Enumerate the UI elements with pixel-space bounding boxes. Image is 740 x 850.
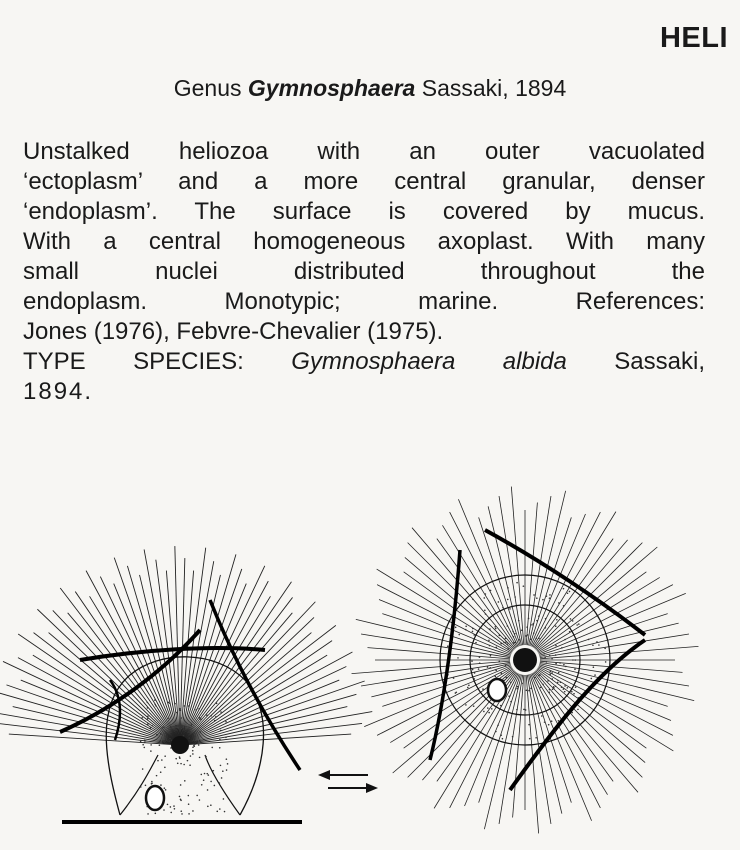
description-line: Unstalked heliozoa with an outer vacuolated: [23, 138, 705, 165]
type-species-authority: Sassaki,: [614, 348, 705, 375]
reversible-arrows-icon: [318, 770, 378, 793]
description-line: ‘ectoplasm’ and a more central granular, denser: [23, 168, 705, 195]
gymnosphaera-figure: [0, 470, 740, 850]
genus-description: [23, 137, 705, 407]
type-species-name: Gymnosphaera albida: [291, 348, 567, 375]
description-line: With a central homogeneous axoplast. With many: [23, 228, 705, 255]
genus-name: Gymnosphaera: [247, 75, 416, 101]
genus-authority: Sassaki, 1894: [421, 75, 567, 101]
genus-heading: [0, 75, 740, 102]
description-line: endoplasm. Monotypic; marine. References:: [23, 288, 705, 315]
type-species-label: TYPE SPECIES:: [23, 348, 244, 375]
type-species-line: [23, 347, 705, 377]
running-header: HELI: [659, 22, 728, 54]
description-line: small nuclei distributed throughout the: [23, 258, 705, 285]
description-line: Jones (1976), Febvre-Chevalier (1975).: [23, 318, 444, 345]
description-line: ‘endoplasm’. The surface is covered by mucus.: [23, 198, 705, 225]
floating-heliozoon-drawing: [352, 487, 699, 834]
type-species-year: 1894.: [23, 378, 94, 405]
attached-heliozoon-drawing: [0, 546, 372, 824]
genus-prefix: Genus: [173, 75, 242, 101]
